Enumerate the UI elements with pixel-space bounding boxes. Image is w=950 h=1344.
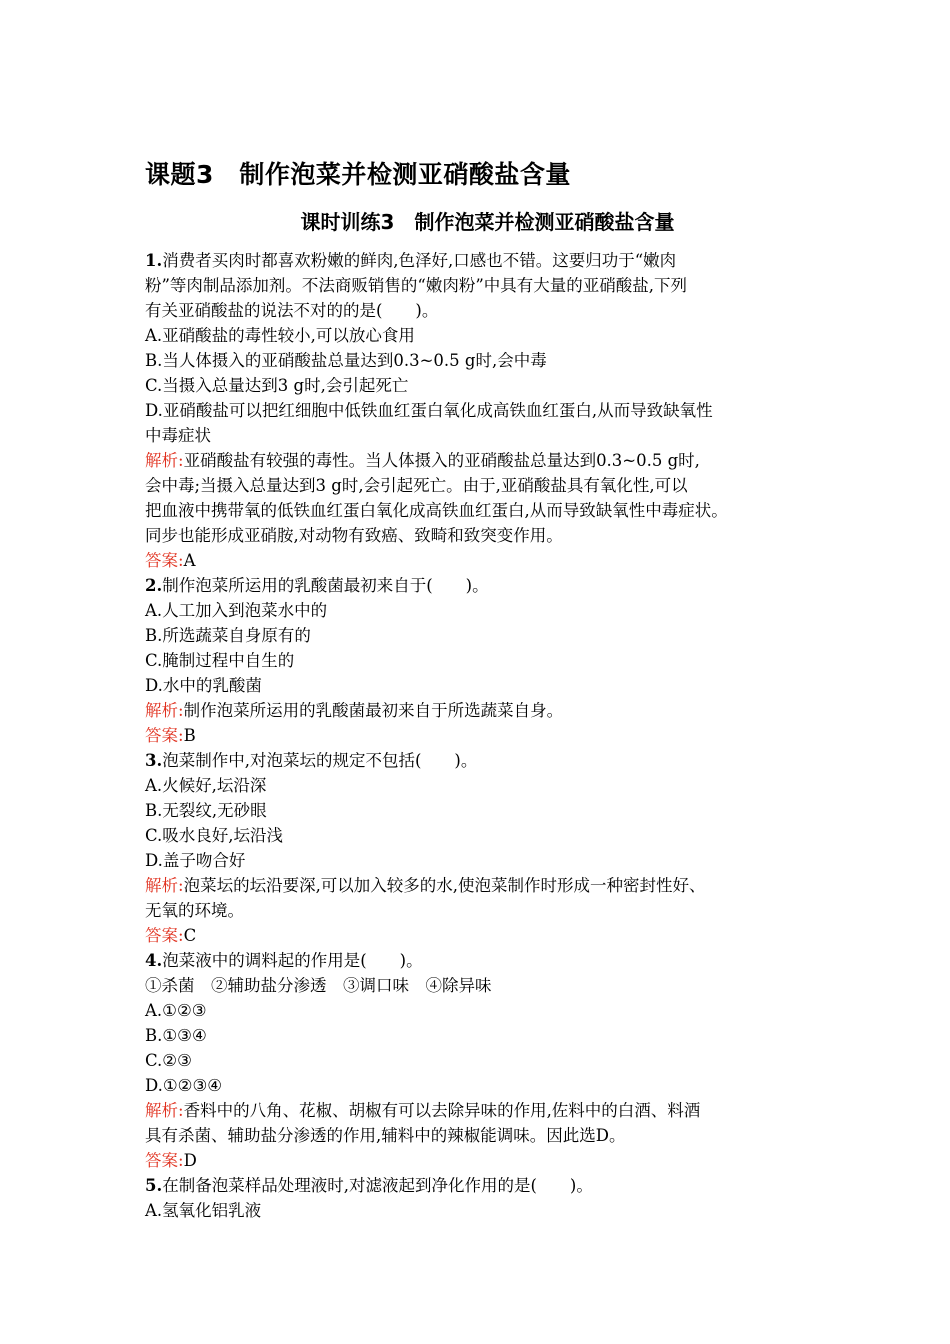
question-stem-line xyxy=(145,748,815,773)
analysis-text: 亚硝酸盐有较强的毒性。当人体摄入的亚硝酸盐总量达到0.3~0.5 g时, xyxy=(183,451,700,470)
question-5 xyxy=(145,1173,815,1223)
option-d: D.盖子吻合好 xyxy=(145,851,246,870)
question-number: 1. xyxy=(145,251,163,270)
analysis-text: 香料中的八角、花椒、胡椒有可以去除异味的作用,佐料中的白酒、料酒 xyxy=(183,1101,701,1120)
analysis-label: 解析: xyxy=(145,876,184,895)
question-stem-line xyxy=(145,1173,815,1198)
option-d: D.①②③④ xyxy=(145,1076,223,1095)
option-c: C.当摄入总量达到3 g时,会引起死亡 xyxy=(145,376,409,395)
analysis-line xyxy=(145,698,815,723)
question-stem-text: 泡菜液中的调料起的作用是( )。 xyxy=(162,951,423,970)
analysis-line: 无氧的环境。 xyxy=(145,901,244,920)
option-d: D.水中的乳酸菌 xyxy=(145,676,262,695)
question-list xyxy=(145,248,815,1223)
exercise-subtitle: 课时训练3 制作泡菜并检测亚硝酸盐含量 xyxy=(300,210,675,234)
option-b: B.无裂纹,无砂眼 xyxy=(145,801,267,820)
question-2 xyxy=(145,573,815,748)
option-a: A.人工加入到泡菜水中的 xyxy=(145,601,328,620)
question-stem-line xyxy=(145,573,815,598)
answer-label: 答案: xyxy=(145,551,184,570)
answer-label: 答案: xyxy=(145,1151,184,1170)
answer-value: B xyxy=(183,726,196,745)
question-4 xyxy=(145,948,815,1173)
analysis-line xyxy=(145,873,815,898)
option-a: A.①②③ xyxy=(145,1001,207,1020)
answer-line xyxy=(145,923,815,948)
lesson-title: 课题3 制作泡菜并检测亚硝酸盐含量 xyxy=(145,160,571,189)
answer-value: A xyxy=(183,551,196,570)
option-b: B.当人体摄入的亚硝酸盐总量达到0.3~0.5 g时,会中毒 xyxy=(145,351,547,370)
answer-value: D xyxy=(183,1151,197,1170)
question-stem-line: 粉”等肉制品添加剂。不法商贩销售的“嫩肉粉”中具有大量的亚硝酸盐,下列 xyxy=(145,276,688,295)
question-items-line: ①杀菌 ②辅助盐分渗透 ③调口味 ④除异味 xyxy=(145,976,492,995)
analysis-line: 同步也能形成亚硝胺,对动物有致癌、致畸和致突变作用。 xyxy=(145,526,563,545)
question-stem-text: 在制备泡菜样品处理液时,对滤液起到净化作用的是( )。 xyxy=(162,1176,593,1195)
question-number: 5. xyxy=(145,1176,163,1195)
answer-label: 答案: xyxy=(145,726,184,745)
answer-label: 答案: xyxy=(145,926,184,945)
question-3 xyxy=(145,748,815,948)
analysis-line xyxy=(145,1098,815,1123)
analysis-label: 解析: xyxy=(145,451,184,470)
option-b: B.①③④ xyxy=(145,1026,207,1045)
analysis-line: 会中毒;当摄入总量达到3 g时,会引起死亡。由于,亚硝酸盐具有氧化性,可以 xyxy=(145,476,688,495)
question-stem-text: 制作泡菜所运用的乳酸菌最初来自于( )。 xyxy=(162,576,489,595)
question-number: 4. xyxy=(145,951,163,970)
analysis-text: 泡菜坛的坛沿要深,可以加入较多的水,使泡菜制作时形成一种密封性好、 xyxy=(183,876,706,895)
option-a: A.亚硝酸盐的毒性较小,可以放心食用 xyxy=(145,326,415,345)
question-stem-line: 有关亚硝酸盐的说法不对的的是( )。 xyxy=(145,301,439,320)
analysis-label: 解析: xyxy=(145,701,184,720)
question-stem-text: 消费者买肉时都喜欢粉嫩的鲜肉,色泽好,口感也不错。这要归功于“嫩肉 xyxy=(162,251,677,270)
option-d-continued: 中毒症状 xyxy=(145,426,211,445)
option-b: B.所选蔬菜自身原有的 xyxy=(145,626,311,645)
question-stem-line xyxy=(145,948,815,973)
question-stem-line xyxy=(145,248,815,273)
analysis-label: 解析: xyxy=(145,1101,184,1120)
option-a: A.火候好,坛沿深 xyxy=(145,776,267,795)
answer-value: C xyxy=(183,926,197,945)
option-c: C.吸水良好,坛沿浅 xyxy=(145,826,284,845)
question-1 xyxy=(145,248,815,573)
analysis-line xyxy=(145,448,815,473)
answer-line xyxy=(145,1148,815,1173)
answer-line xyxy=(145,548,815,573)
analysis-line: 把血液中携带氧的低铁血红蛋白氧化成高铁血红蛋白,从而导致缺氧性中毒症状。 xyxy=(145,501,728,520)
analysis-text: 制作泡菜所运用的乳酸菌最初来自于所选蔬菜自身。 xyxy=(183,701,564,720)
option-c: C.腌制过程中自生的 xyxy=(145,651,295,670)
option-d: D.亚硝酸盐可以把红细胞中低铁血红蛋白氧化成高铁血红蛋白,从而导致缺氧性 xyxy=(145,401,713,420)
analysis-line: 具有杀菌、辅助盐分渗透的作用,辅料中的辣椒能调味。因此选D。 xyxy=(145,1126,626,1145)
option-a: A.氢氧化铝乳液 xyxy=(145,1201,262,1220)
option-c: C.②③ xyxy=(145,1051,192,1070)
answer-line xyxy=(145,723,815,748)
question-number: 3. xyxy=(145,751,163,770)
question-number: 2. xyxy=(145,576,163,595)
question-stem-text: 泡菜制作中,对泡菜坛的规定不包括( )。 xyxy=(162,751,478,770)
